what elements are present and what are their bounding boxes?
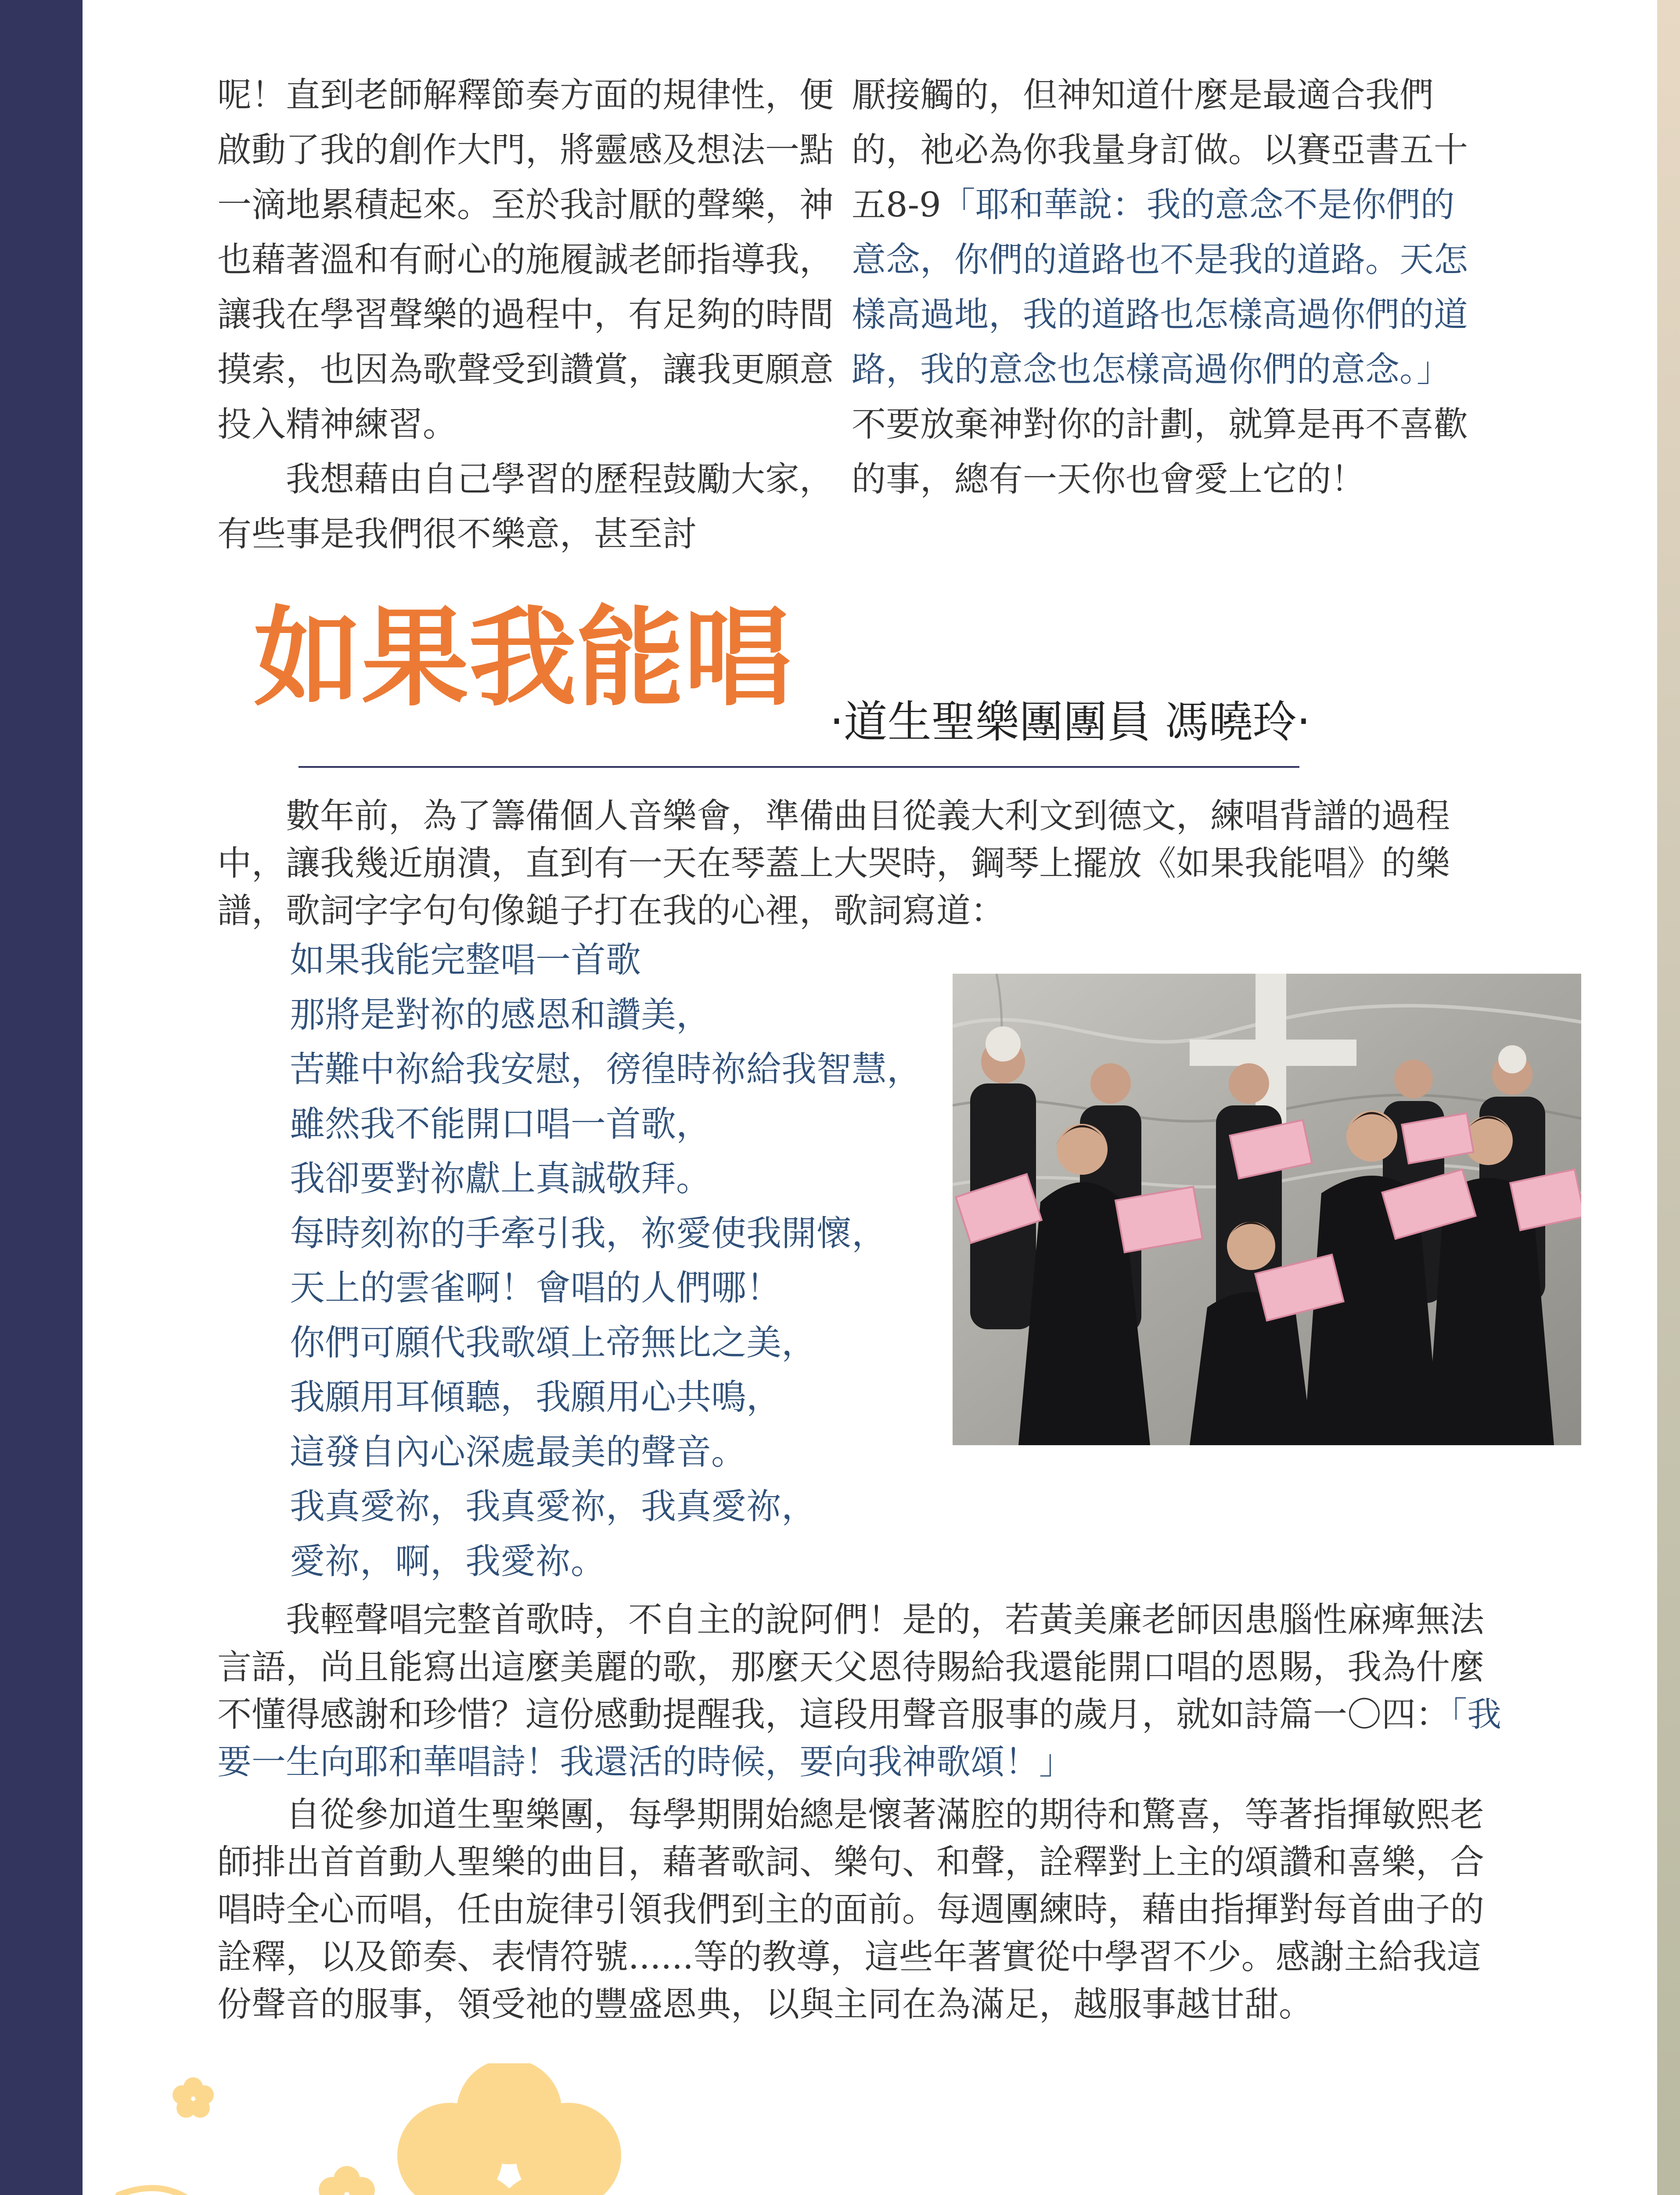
lyric-line: 愛祢，啊，我愛祢。 — [290, 1540, 606, 1582]
paragraph-2 — [217, 1596, 1508, 1786]
article-author: ‧道生聖樂團團員 馮曉玲‧ — [830, 696, 1311, 748]
lyric-line: 我卻要對祢獻上真誠敬拜。 — [290, 1158, 711, 1199]
col2-paragraph-start: 厭接觸的，但神知道什麼是最適合我們的，祂必為你我量身訂做。以賽亞書五十五8-9 — [852, 76, 1468, 225]
intro-paragraph: 數年前，為了籌備個人音樂會，準備曲目從義大利文到德文，練唱背譜的過程中，讓我幾近崩潰，直到有一天在琴蓋上大哭時，鋼琴上擺放《如果我能唱》的樂譜，歌詞字字句句像鎚子打在我的心裡，歌詞寫道： — [217, 796, 1450, 931]
top-column-2 — [852, 68, 1477, 507]
flower-decoration — [101, 2063, 803, 2195]
top-column-1 — [217, 68, 841, 562]
choir-photo-illustration — [953, 974, 1581, 1445]
lyric-line: 每時刻祢的手牽引我，祢愛使我開懷， — [290, 1213, 887, 1254]
paragraph-3: 自從參加道生聖樂團，每學期開始總是懷著滿腔的期待和驚喜，等著指揮敏熙老師排出首首動人聖樂的曲目，藉著歌詞、樂句、和聲，詮釋對上主的頌讚和喜樂，合唱時全心而唱，任由旋律引領我們到主的面前。每週團練時，藉由指揮對每首曲子的詮釋，以及節奏、表情符號......等的教導，這些年著實從中學習不少。感謝主給我這份聲音的服事，領受祂的豐盛恩典，以與主同在為滿足，越服事越甘甜。 — [217, 1795, 1485, 2024]
choir-photo — [953, 974, 1581, 1445]
lyric-line: 這發自內心深處最美的聲音。 — [290, 1431, 746, 1472]
lyric-line: 雖然我不能開口唱一首歌， — [290, 1103, 711, 1144]
isaiah-quote: 「耶和華說：我的意念不是你們的意念，你們的道路也不是我的道路。天怎樣高過地，我的道路也怎樣高過你們的道路，我的意念也怎樣高過你們的意念。」 — [852, 185, 1468, 389]
lyrics-list — [290, 933, 922, 1589]
lyric-line: 你們可願代我歌頌上帝無比之美， — [290, 1322, 817, 1363]
title-divider — [299, 766, 1299, 768]
col1-paragraph-2: 我想藉由自己學習的歷程鼓勵大家，有些事是我們很不樂意，甚至討 — [217, 460, 834, 554]
lyric-line: 天上的雲雀啊！會唱的人們哪！ — [290, 1267, 781, 1308]
lyric-line: 我真愛祢，我真愛祢，我真愛祢， — [290, 1486, 817, 1527]
paragraph-2-text: 我輕聲唱完整首歌時，不自主的說阿們！是的，若黃美廉老師因患腦性麻痺無法言語，尚且能寫出這麼美麗的歌，那麼天父恩待賜給我還能開口唱的恩賜，我為什麼不懂得感謝和珍惜？這份感動提醒我，這段用聲音服事的歲月，就如詩篇一〇四： — [217, 1600, 1485, 1734]
lyric-line: 苦難中祢給我安慰，徬徨時祢給我智慧， — [290, 1049, 922, 1090]
lyric-line: 如果我能完整唱一首歌 — [290, 939, 641, 980]
col2-paragraph-end: 不要放棄神對你的計劃，就算是再不喜歡的事，總有一天你也會愛上它的！ — [852, 405, 1468, 499]
article-title: 如果我能唱 — [254, 596, 791, 721]
lyric-line: 我願用耳傾聽，我願用心共鳴， — [290, 1377, 781, 1418]
psalm-quote: 「我要一生向耶和華唱詩！我還活的時候，要向我神歌頌！」 — [217, 1695, 1502, 1782]
right-edge-band — [1657, 0, 1680, 2195]
col1-paragraph-1: 呢！直到老師解釋節奏方面的規律性，便啟動了我的創作大門，將靈感及想法一點一滴地累積起來。至於我討厭的聲樂，神也藉著溫和有耐心的施履誠老師指導我，讓我在學習聲樂的過程中，有足夠的時間摸索，也因為歌聲受到讚賞，讓我更願意投入精神練習。 — [217, 76, 834, 444]
lyric-line: 那將是對祢的感恩和讚美， — [290, 994, 711, 1035]
left-sidebar-band — [0, 0, 83, 2195]
